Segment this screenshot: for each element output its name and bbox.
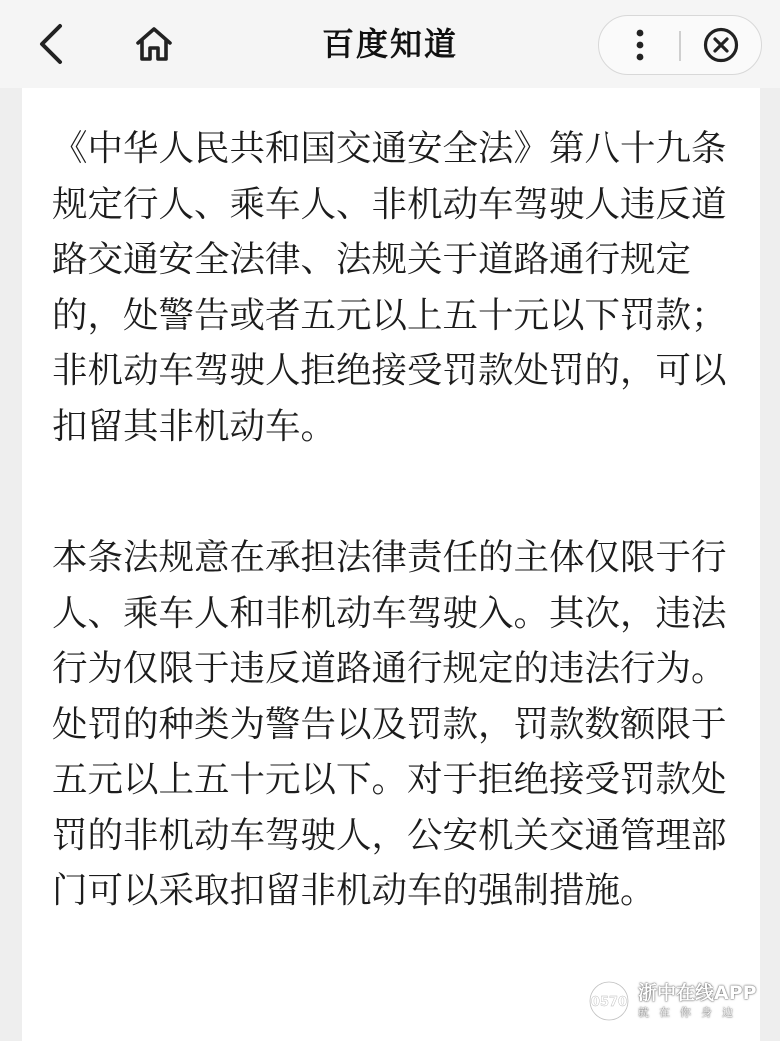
top-navigation-bar [0,0,780,88]
watermark-name: 浙中在线APP [638,982,757,1004]
close-circle-icon [702,26,740,64]
answer-paragraph: 《中华人民共和国交通安全法》第八十九条规定行人、乘车人、非机动车驾驶人违反道路交通安全法律、法规关于道路通行规定的，处警告或者五元以上五十元以下罚款；非机动车驾驶人拒绝接受罚款处罚的，可以扣留其非机动车。 [52,128,727,447]
answer-content [22,88,760,1041]
mini-program-capsule [598,15,762,75]
more-button[interactable] [615,22,665,68]
more-vertical-icon [635,28,645,62]
capsule-divider [679,31,681,61]
answer-paragraph: 本条法规意在承担法律责任的主体仅限于行人、乘车人和非机动车驾驶入。其次，违法行为仅限于违反道路通行规定的违法行为。处罚的种类为警告以及罚款，罚款数额限于五元以上五十元以下。对于拒绝接受罚款处罚的非机动车驾驶人，公安机关交通管理部门可以采取扣留非机动车的强制措施。 [52,537,727,911]
source-watermark [586,976,772,1026]
page-title: 百度知道 [321,25,458,63]
zhezhong-logo-icon [586,978,632,1024]
watermark-slogan: 就在你身边 [638,1006,743,1019]
svg-text:0570: 0570 [590,995,628,1010]
watermark-text [638,981,757,1021]
close-button[interactable] [695,22,747,68]
